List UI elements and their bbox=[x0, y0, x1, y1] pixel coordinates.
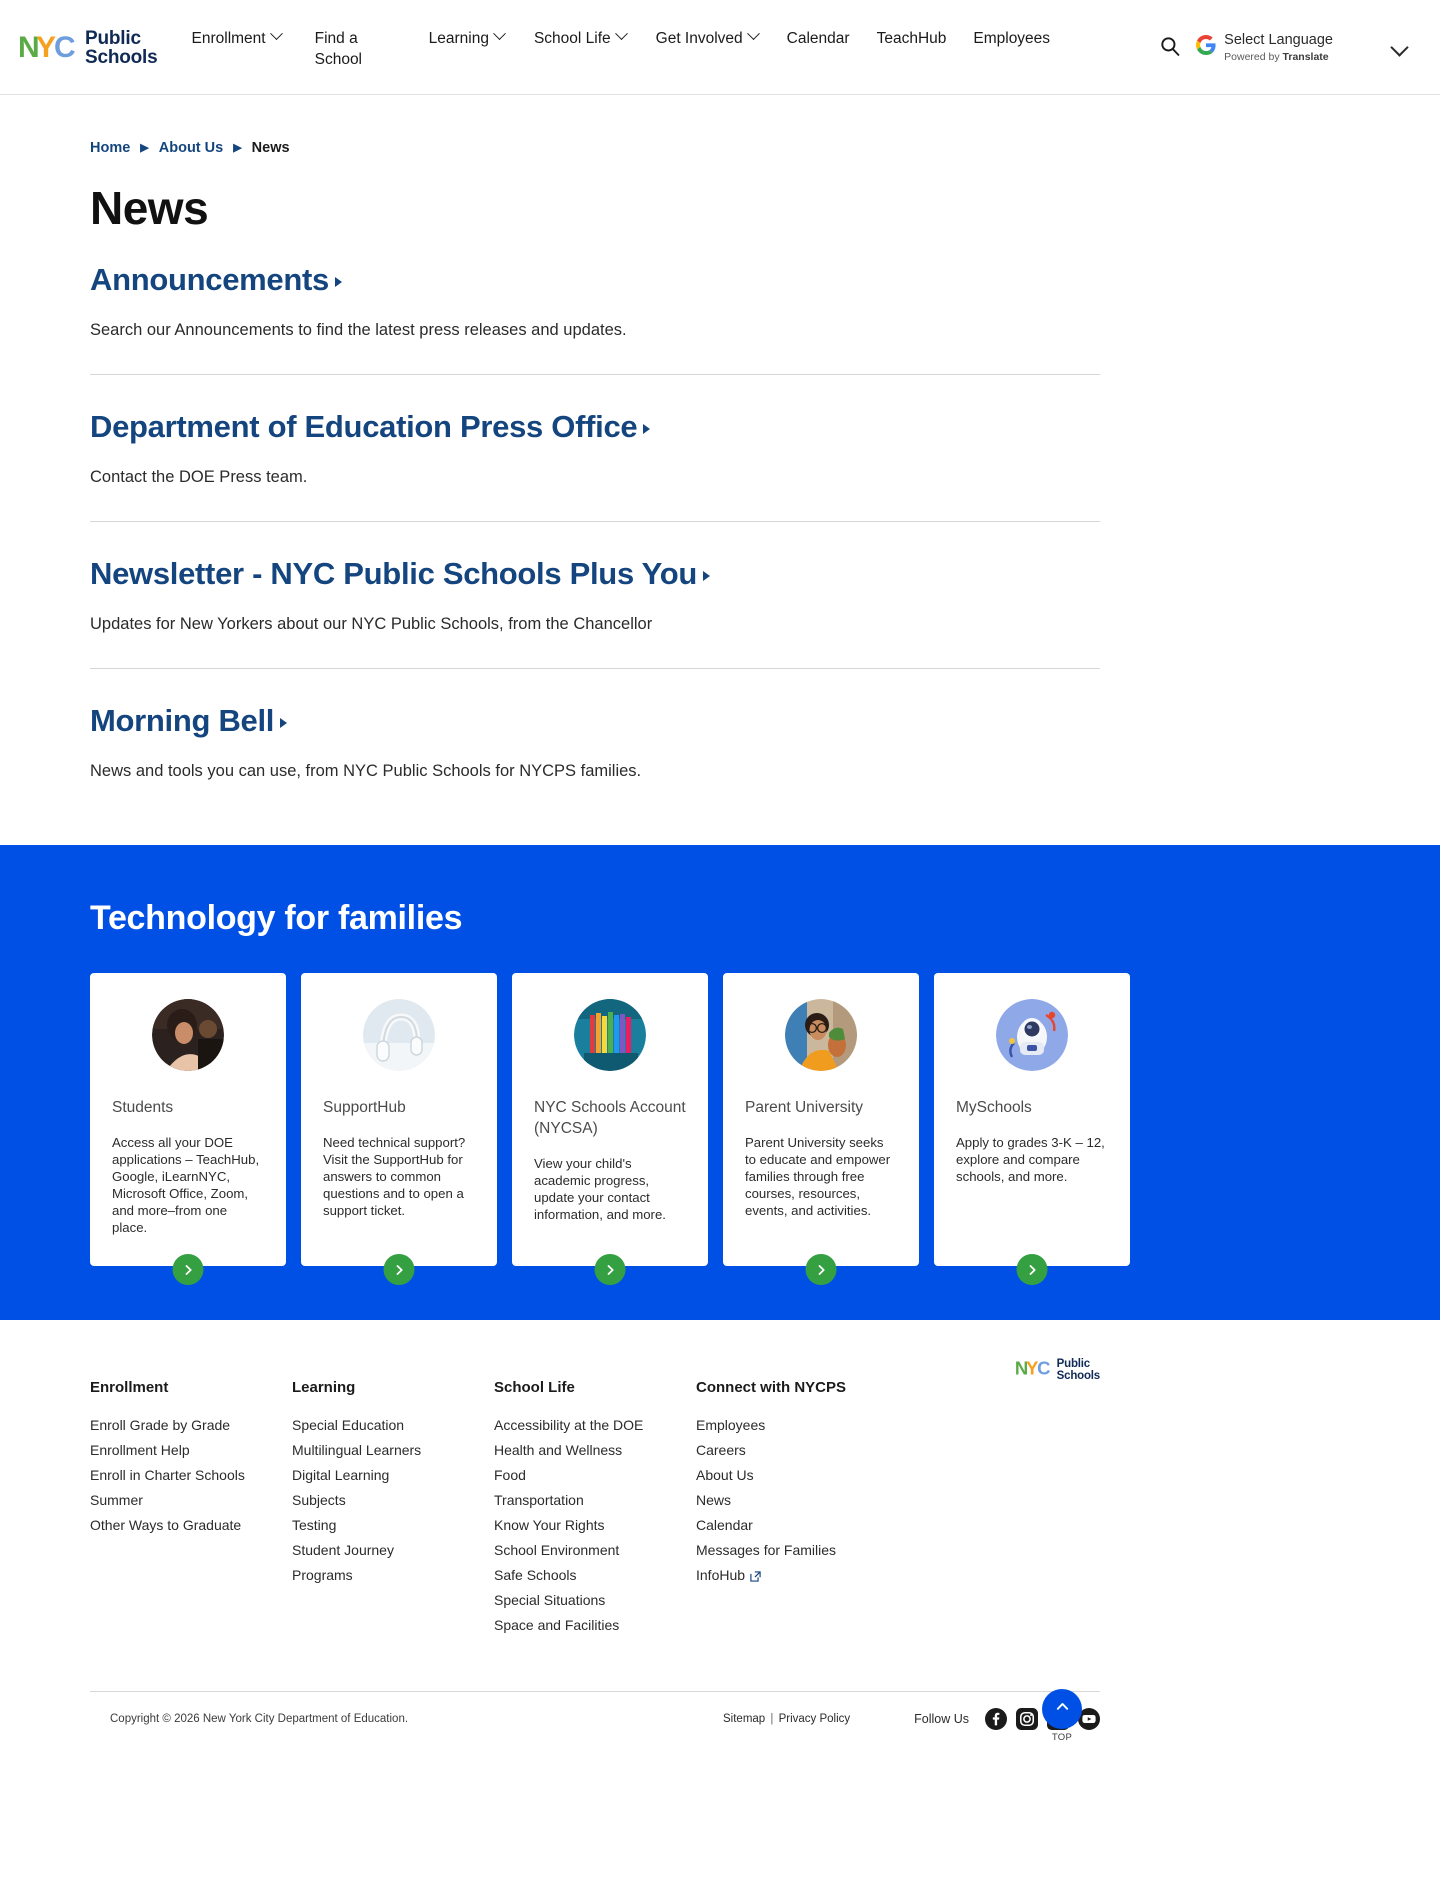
nav-item-employees[interactable] bbox=[973, 28, 1050, 49]
main-navigation bbox=[192, 24, 1151, 70]
section-link-label: Announcements bbox=[90, 262, 329, 297]
section-link-announcements[interactable] bbox=[90, 261, 342, 298]
footer-link[interactable]: Accessibility at the DOE bbox=[494, 1417, 644, 1433]
news-section-newsletter bbox=[90, 521, 1100, 668]
tech-card-arrow-button[interactable] bbox=[173, 1254, 204, 1285]
tech-card-title: MySchools bbox=[956, 1099, 1032, 1116]
tech-card-body: Need technical support? Visit the SupportHub for answers to common questions and to open a support ticket. bbox=[323, 1135, 466, 1218]
footer-link[interactable]: Student Journey bbox=[292, 1542, 394, 1558]
footer-link[interactable]: Health and Wellness bbox=[494, 1442, 623, 1458]
tech-card-title: Parent University bbox=[745, 1099, 864, 1116]
footer-link[interactable]: Programs bbox=[292, 1567, 353, 1583]
news-section-press-office bbox=[90, 374, 1100, 521]
arrow-right-icon bbox=[280, 718, 287, 728]
footer-link[interactable]: Summer bbox=[90, 1492, 143, 1508]
footer-link[interactable]: Know Your Rights bbox=[494, 1517, 605, 1533]
chevron-right-icon bbox=[814, 1263, 828, 1277]
facebook-icon[interactable] bbox=[985, 1708, 1007, 1730]
nav-label: Calendar bbox=[786, 30, 850, 47]
footer-link[interactable]: Special Education bbox=[292, 1417, 405, 1433]
footer-link[interactable]: Enrollment Help bbox=[90, 1442, 190, 1458]
chevron-right-icon bbox=[392, 1263, 406, 1277]
powered-by-translate: Powered by Translate bbox=[1224, 50, 1329, 63]
footer-link[interactable]: Space and Facilities bbox=[494, 1617, 620, 1633]
footer-inner bbox=[90, 1356, 1100, 1641]
footer-link[interactable]: Transportation bbox=[494, 1492, 584, 1508]
footer-link[interactable]: Special Situations bbox=[494, 1592, 606, 1608]
footer-link[interactable]: Digital Learning bbox=[292, 1467, 390, 1483]
search-icon bbox=[1160, 36, 1180, 59]
nav-item-enrollment[interactable] bbox=[192, 28, 281, 49]
nav-item-get-involved[interactable] bbox=[656, 28, 758, 49]
section-description: Updates for New Yorkers about our NYC Public Schools, from the Chancellor bbox=[90, 615, 653, 633]
footer-link[interactable]: About Us bbox=[696, 1467, 754, 1483]
back-to-top-circle bbox=[1042, 1689, 1082, 1729]
svg-text:Y: Y bbox=[1025, 1358, 1038, 1379]
tech-card-arrow-button[interactable] bbox=[1017, 1254, 1048, 1285]
back-to-top-label: TOP bbox=[1051, 1732, 1073, 1743]
follow-us-label: Follow Us bbox=[914, 1712, 969, 1726]
footer-link[interactable]: School Environment bbox=[494, 1542, 620, 1558]
footer-column-connect bbox=[696, 1378, 898, 1641]
arrow-right-icon bbox=[335, 277, 342, 287]
chevron-right-icon bbox=[1025, 1263, 1039, 1277]
tech-card-body: Access all your DOE applications – TeachHub, Google, iLearnNYC, Microsoft Office, Zoom, and more–from one place. bbox=[112, 1135, 260, 1235]
tech-section-title: Technology for families bbox=[90, 899, 463, 937]
chevron-right-icon bbox=[181, 1263, 195, 1277]
chevron-down-icon bbox=[615, 27, 628, 40]
nav-item-teachhub[interactable] bbox=[877, 28, 947, 49]
footer-link-infohub[interactable] bbox=[696, 1566, 898, 1586]
tech-card-arrow-button[interactable] bbox=[384, 1254, 415, 1285]
breadcrumb bbox=[90, 95, 1100, 156]
arrow-right-icon bbox=[643, 424, 650, 434]
nav-label: Enrollment bbox=[191, 30, 266, 47]
footer-link[interactable]: Enroll Grade by Grade bbox=[90, 1417, 231, 1433]
section-description: News and tools you can use, from NYC Public Schools for NYCPS families. bbox=[90, 762, 642, 780]
tech-card-title: NYC Schools Account (NYCSA) bbox=[534, 1099, 686, 1137]
footer-columns bbox=[90, 1356, 1100, 1641]
tech-card-arrow-button[interactable] bbox=[806, 1254, 837, 1285]
tech-container bbox=[90, 897, 1105, 1266]
section-link-newsletter[interactable] bbox=[90, 555, 710, 592]
section-link-label: Morning Bell bbox=[90, 703, 275, 738]
footer-link[interactable]: Employees bbox=[696, 1417, 766, 1433]
footer-link[interactable]: Calendar bbox=[696, 1517, 753, 1533]
chevron-down-icon bbox=[270, 27, 283, 40]
sitemap-link[interactable]: Sitemap bbox=[723, 1713, 766, 1725]
tech-card-nycsa[interactable] bbox=[512, 973, 708, 1266]
svg-text:N: N bbox=[1014, 1358, 1028, 1379]
news-section-announcements bbox=[90, 235, 1100, 374]
technology-for-families-section bbox=[0, 845, 1440, 1320]
astronaut-photo bbox=[996, 999, 1068, 1071]
site-header bbox=[0, 0, 1440, 95]
footer-link[interactable]: Food bbox=[494, 1467, 526, 1483]
footer-link[interactable]: Enroll in Charter Schools bbox=[90, 1467, 245, 1483]
nav-item-calendar[interactable] bbox=[787, 28, 850, 49]
footer-column-heading: School Life bbox=[494, 1379, 575, 1396]
arrow-right-icon bbox=[703, 571, 710, 581]
tech-card-title: SupportHub bbox=[323, 1099, 406, 1116]
footer-link[interactable]: Messages for Families bbox=[696, 1542, 837, 1558]
logo-word-schools: Schools bbox=[85, 47, 158, 68]
tech-card-students[interactable] bbox=[90, 973, 286, 1266]
tech-card-parent-university[interactable] bbox=[723, 973, 919, 1266]
nav-label: Learning bbox=[428, 30, 489, 47]
svg-text:C: C bbox=[1036, 1358, 1051, 1379]
language-selector[interactable] bbox=[1196, 31, 1333, 64]
legal-links bbox=[723, 1713, 850, 1725]
footer-logo-wordmark bbox=[1057, 1358, 1100, 1382]
footer-bottom-bar bbox=[90, 1692, 1100, 1755]
header-utilities bbox=[1150, 27, 1426, 67]
google-icon bbox=[1196, 35, 1216, 60]
footer-column-enrollment bbox=[90, 1378, 292, 1641]
headphones-photo bbox=[363, 999, 435, 1071]
svg-text:Y: Y bbox=[36, 31, 57, 64]
logo-word-schools: Schools bbox=[1056, 1369, 1100, 1382]
footer-link[interactable]: Subjects bbox=[292, 1492, 346, 1508]
tech-card-arrow-button[interactable] bbox=[595, 1254, 626, 1285]
logo-wordmark bbox=[85, 27, 158, 67]
breadcrumb-separator-icon: ▶ bbox=[140, 141, 149, 154]
footer-link[interactable]: Safe Schools bbox=[494, 1567, 577, 1583]
privacy-policy-link[interactable]: Privacy Policy bbox=[778, 1713, 851, 1725]
footer-column-learning bbox=[292, 1378, 494, 1641]
parent-photo bbox=[785, 999, 857, 1071]
language-selector-text bbox=[1224, 31, 1333, 64]
back-to-top-button[interactable] bbox=[1042, 1689, 1082, 1743]
footer-column-heading: Enrollment bbox=[90, 1379, 169, 1396]
main-content bbox=[0, 95, 1440, 1320]
tech-card-list bbox=[90, 973, 1105, 1266]
footer-column-school-life bbox=[494, 1378, 696, 1641]
chevron-down-icon bbox=[493, 27, 506, 40]
section-link-label: Department of Education Press Office bbox=[90, 409, 638, 444]
nav-label: School Life bbox=[533, 30, 611, 47]
section-description: Search our Announcements to find the latest press releases and updates. bbox=[90, 321, 627, 339]
chevron-down-icon bbox=[747, 27, 760, 40]
nav-label: Employees bbox=[973, 30, 1051, 47]
site-logo[interactable] bbox=[18, 27, 158, 67]
student-photo bbox=[152, 999, 224, 1071]
svg-text:C: C bbox=[54, 31, 76, 64]
section-link-press-office[interactable] bbox=[90, 408, 650, 445]
breadcrumb-current: News bbox=[251, 140, 290, 156]
supplies-photo bbox=[574, 999, 646, 1071]
page-title: News bbox=[90, 182, 209, 234]
logo-word-public: Public bbox=[85, 28, 141, 49]
content-container bbox=[90, 95, 1100, 815]
legal-separator: | bbox=[767, 1713, 777, 1725]
logo-word-public: Public bbox=[1056, 1358, 1090, 1370]
nyc-logo-icon bbox=[1014, 1358, 1054, 1384]
nav-label: Find a School bbox=[314, 30, 363, 68]
chevron-up-icon bbox=[1054, 1698, 1071, 1720]
tech-card-body: Parent University seeks to educate and empower families through free courses, resources, events, and activities. bbox=[745, 1135, 891, 1218]
language-chevron-down-icon[interactable] bbox=[1390, 38, 1408, 56]
footer-link[interactable]: Careers bbox=[696, 1442, 746, 1458]
footer-link[interactable]: Testing bbox=[292, 1517, 337, 1533]
section-link-morning-bell[interactable] bbox=[90, 702, 287, 739]
nyc-logo-icon bbox=[18, 30, 80, 64]
nav-item-learning[interactable] bbox=[429, 28, 504, 49]
tech-card-body: Apply to grades 3-K – 12, explore and compare schools, and more. bbox=[956, 1135, 1105, 1184]
external-link-icon bbox=[750, 1568, 761, 1586]
tech-card-body: View your child's academic progress, update your contact information, and more. bbox=[534, 1156, 666, 1222]
footer-column-heading: Connect with NYCPS bbox=[696, 1379, 847, 1396]
footer-link[interactable]: Other Ways to Graduate bbox=[90, 1517, 242, 1533]
breadcrumb-separator-icon: ▶ bbox=[233, 141, 242, 154]
breadcrumb-home[interactable]: Home bbox=[90, 140, 131, 156]
search-button[interactable] bbox=[1150, 27, 1190, 67]
footer-link-label: InfoHub bbox=[696, 1567, 746, 1583]
tech-card-myschools[interactable] bbox=[934, 973, 1130, 1266]
tech-card-supporthub[interactable] bbox=[301, 973, 497, 1266]
section-description: Contact the DOE Press team. bbox=[90, 468, 308, 486]
footer-link[interactable]: Multilingual Learners bbox=[292, 1442, 422, 1458]
nav-item-find-a-school[interactable] bbox=[315, 28, 373, 70]
breadcrumb-about-us[interactable]: About Us bbox=[158, 140, 224, 156]
copyright-text: Copyright © 2026 New York City Department of Education. bbox=[110, 1713, 409, 1725]
site-footer bbox=[0, 1320, 1440, 1755]
svg-text:N: N bbox=[18, 31, 40, 64]
nav-label: TeachHub bbox=[876, 30, 947, 47]
footer-link[interactable]: News bbox=[696, 1492, 732, 1508]
nav-item-school-life[interactable] bbox=[534, 28, 626, 49]
chevron-right-icon bbox=[603, 1263, 617, 1277]
select-language-label: Select Language bbox=[1224, 31, 1333, 48]
news-section-morning-bell bbox=[90, 668, 1100, 815]
footer-column-heading: Learning bbox=[292, 1379, 356, 1396]
footer-logo[interactable] bbox=[1014, 1358, 1100, 1384]
tech-card-title: Students bbox=[112, 1099, 174, 1116]
section-link-label: Newsletter - NYC Public Schools Plus You bbox=[90, 556, 697, 591]
instagram-icon[interactable] bbox=[1016, 1708, 1038, 1730]
nav-label: Get Involved bbox=[655, 30, 743, 47]
